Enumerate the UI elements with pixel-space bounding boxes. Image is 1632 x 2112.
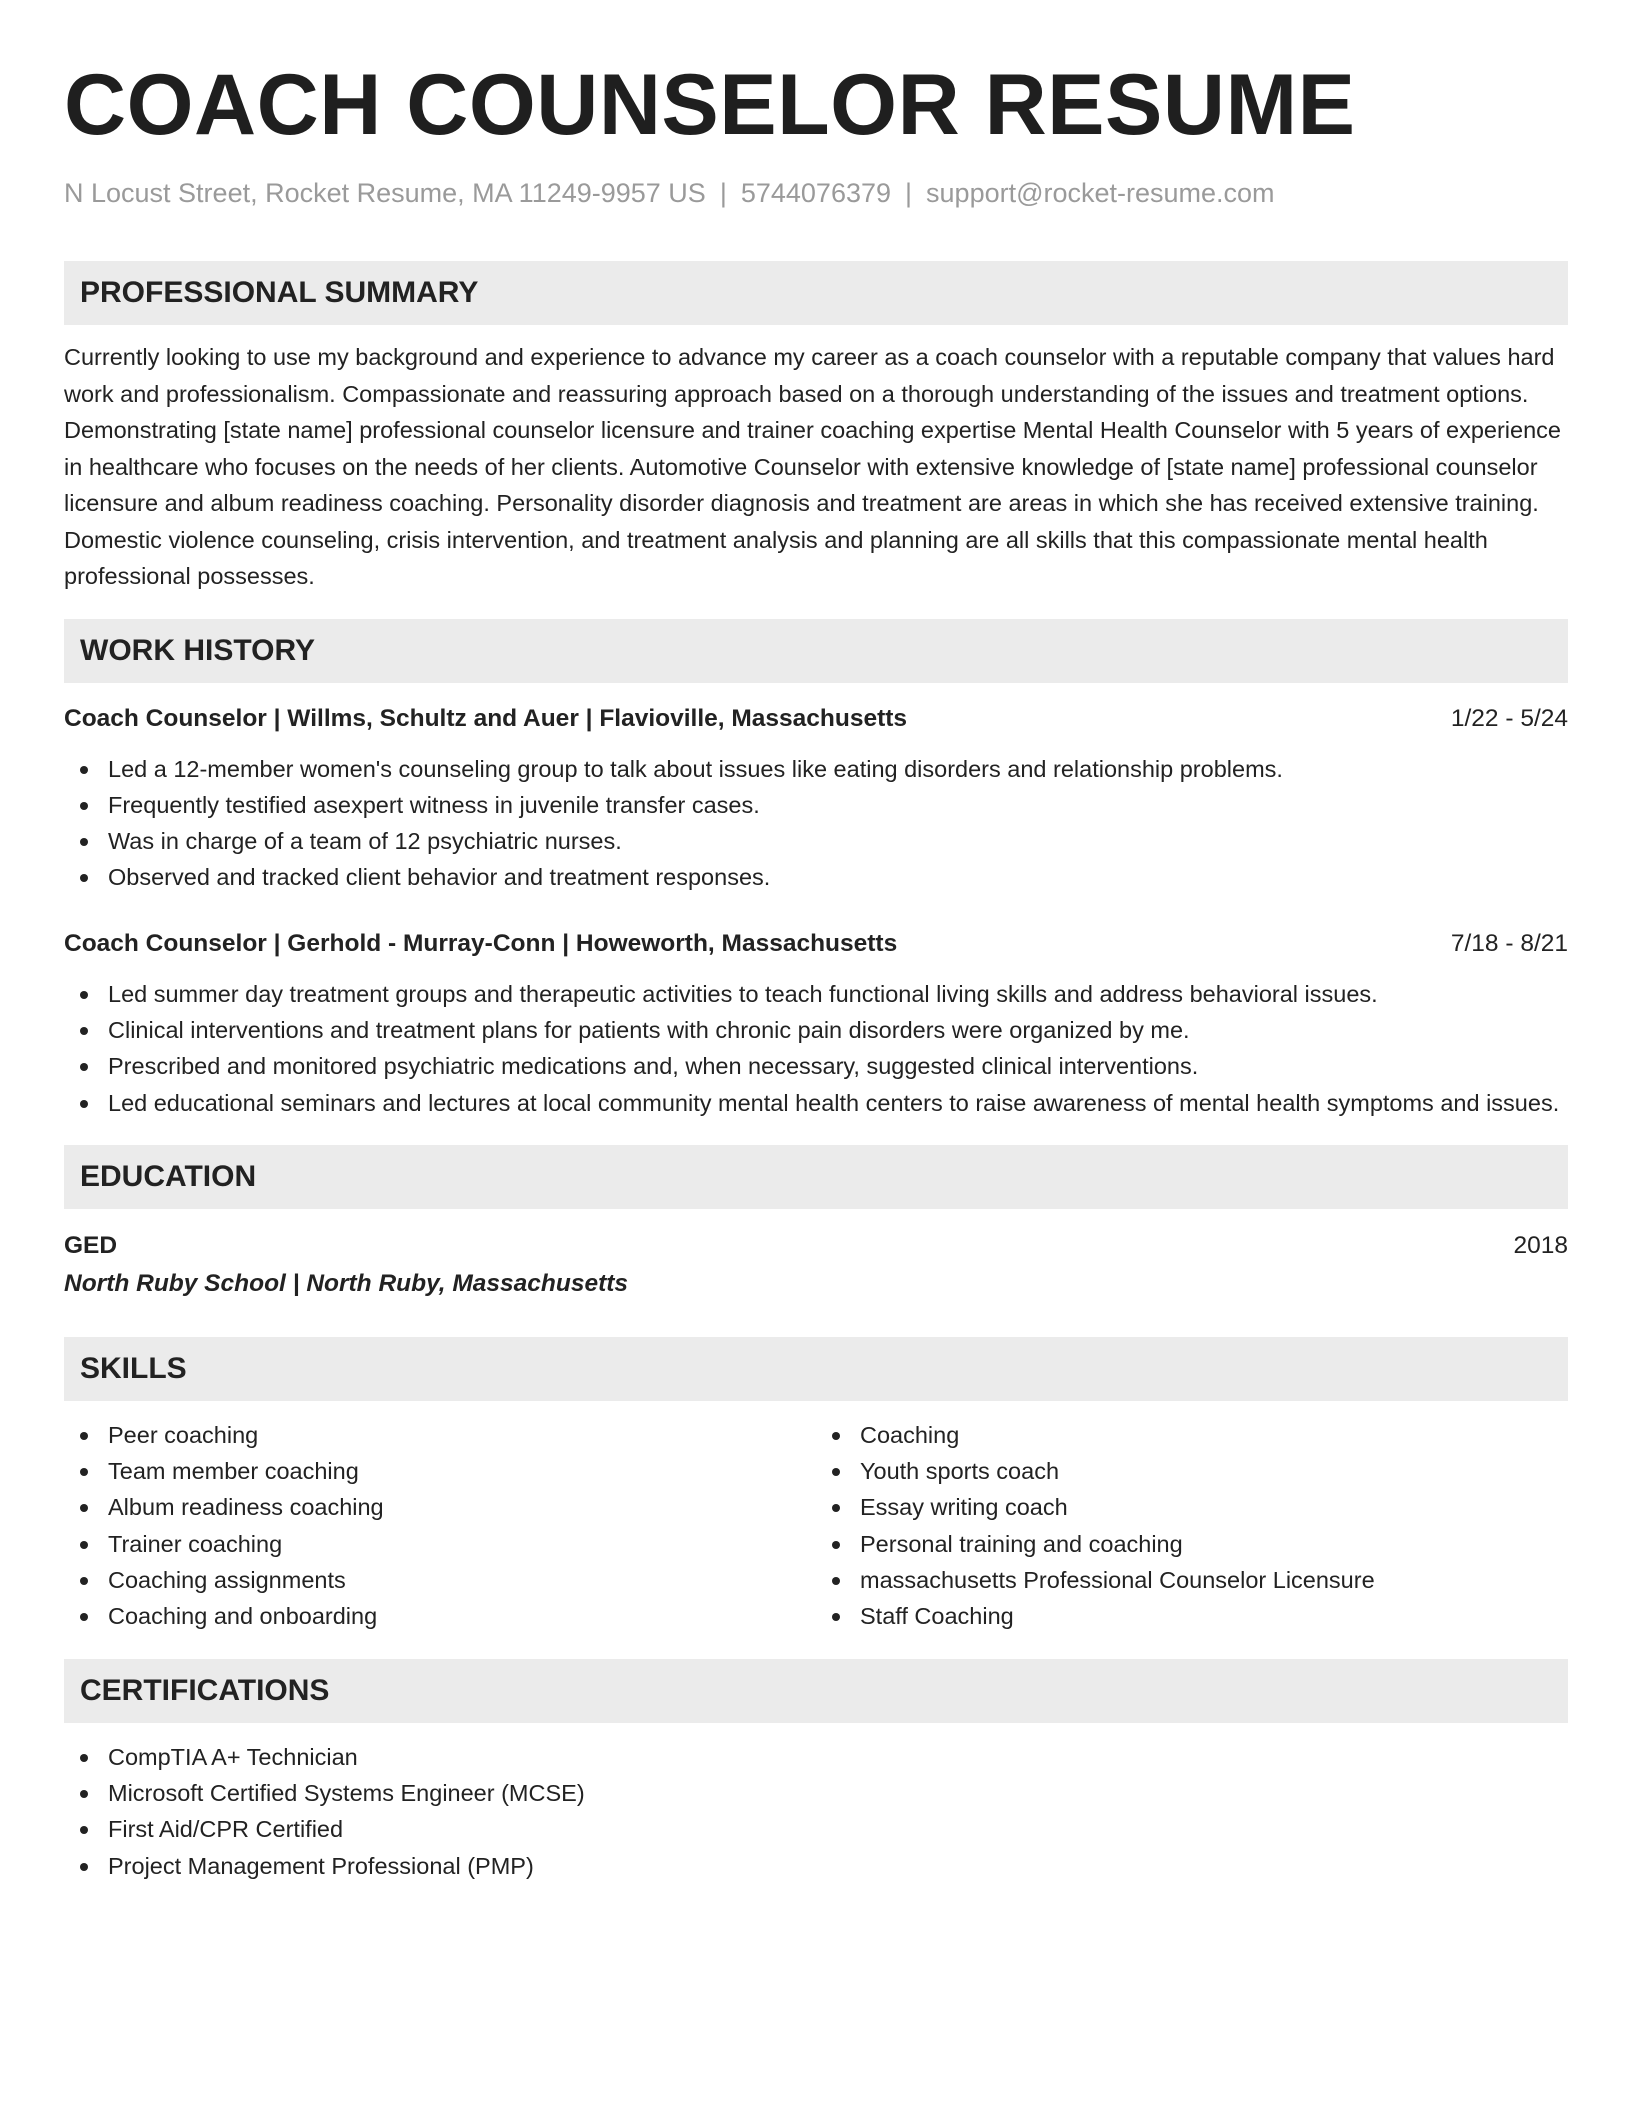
education-year: 2018 [1513, 1231, 1568, 1259]
education-row [64, 1227, 1568, 1265]
certification-item: First Aid/CPR Certified [64, 1811, 1568, 1847]
resume-title: COACH COUNSELOR RESUME [64, 57, 1356, 153]
skill-item: Trainer coaching [64, 1526, 816, 1562]
skill-item: Essay writing coach [816, 1489, 1568, 1525]
certifications-list [64, 1739, 1568, 1884]
skill-item: Team member coaching [64, 1453, 816, 1489]
skill-item: Coaching assignments [64, 1562, 816, 1598]
contact-separator: | [719, 178, 727, 208]
summary-heading: PROFESSIONAL SUMMARY [64, 261, 1568, 325]
education-degree: GED [64, 1231, 118, 1259]
certification-item: Microsoft Certified Systems Engineer (MCSE) [64, 1775, 1568, 1811]
skills-list-left [64, 1417, 816, 1635]
skills-columns [64, 1417, 1568, 1635]
skill-item: Album readiness coaching [64, 1489, 816, 1525]
job-bullet: Led a 12-member women's counseling group to talk about issues like eating disorders and relationship problems. [64, 751, 1568, 787]
contact-line [64, 178, 1568, 209]
skills-list-right [816, 1417, 1568, 1635]
job-title: Coach Counselor | Gerhold - Murray-Conn | Howeworth, Massachusetts [64, 929, 898, 957]
skill-item: Peer coaching [64, 1417, 816, 1453]
job-bullet: Was in charge of a team of 12 psychiatric nurses. [64, 823, 1568, 859]
certification-item: Project Management Professional (PMP) [64, 1848, 1568, 1884]
certifications-heading: CERTIFICATIONS [64, 1659, 1568, 1723]
job-dates: 1/22 - 5/24 [1450, 704, 1568, 732]
job-dates: 7/18 - 8/21 [1450, 929, 1568, 957]
job-bullet: Clinical interventions and treatment plans for patients with chronic pain disorders were organized by me. [64, 1012, 1568, 1048]
skill-item: Personal training and coaching [816, 1526, 1568, 1562]
contact-email: support@rocket-resume.com [926, 178, 1275, 208]
skill-item: Coaching [816, 1417, 1568, 1453]
job-bullet: Led educational seminars and lectures at local community mental health centers to raise awareness of mental health symptoms and issues. [64, 1085, 1568, 1121]
job-entry [64, 926, 1568, 1121]
summary-text: Currently looking to use my background and experience to advance my career as a coach counselor with a reputable company that values hard work and professionalism. Compassionate and reassuring approach based on a thorough understanding of the issues and treatment options. Demonstrating [state name] professional counselor licensure and trainer coaching expertise Mental Health Counselor with 5 years of experience in healthcare who focuses on the needs of her clients. Automotive Counselor with extensive knowledge of [state name] professional counselor licensure and album readiness coaching. Personality disorder diagnosis and treatment are areas in which she has received extensive training. Domestic violence counseling, crisis intervention, and treatment analysis and planning are all skills that this compassionate mental health professional possesses. [64, 344, 1561, 589]
contact-separator: | [905, 178, 913, 208]
job-header [64, 701, 1568, 737]
education-school: North Ruby School | North Ruby, Massachusetts [64, 1269, 629, 1297]
job-title: Coach Counselor | Willms, Schultz and Auer | Flavioville, Massachusetts [64, 704, 908, 732]
job-bullet: Frequently testified asexpert witness in juvenile transfer cases. [64, 787, 1568, 823]
job-bullet-list [64, 751, 1568, 896]
education-heading: EDUCATION [64, 1145, 1568, 1209]
certification-item: CompTIA A+ Technician [64, 1739, 1568, 1775]
skill-item: Coaching and onboarding [64, 1598, 816, 1634]
contact-phone: 5744076379 [740, 178, 892, 208]
skill-item: Staff Coaching [816, 1598, 1568, 1634]
job-entry [64, 701, 1568, 896]
job-bullet-list [64, 976, 1568, 1121]
job-header [64, 926, 1568, 962]
job-bullet: Observed and tracked client behavior and treatment responses. [64, 859, 1568, 895]
skill-item: massachusetts Professional Counselor Licensure [816, 1562, 1568, 1598]
job-bullet: Led summer day treatment groups and therapeutic activities to teach functional living skills and address behavioral issues. [64, 976, 1568, 1012]
skill-item: Youth sports coach [816, 1453, 1568, 1489]
job-bullet: Prescribed and monitored psychiatric medications and, when necessary, suggested clinical interventions. [64, 1048, 1568, 1084]
contact-address: N Locust Street, Rocket Resume, MA 11249-9957 US [64, 178, 706, 208]
skills-heading: SKILLS [64, 1337, 1568, 1401]
work-history-heading: WORK HISTORY [64, 619, 1568, 683]
